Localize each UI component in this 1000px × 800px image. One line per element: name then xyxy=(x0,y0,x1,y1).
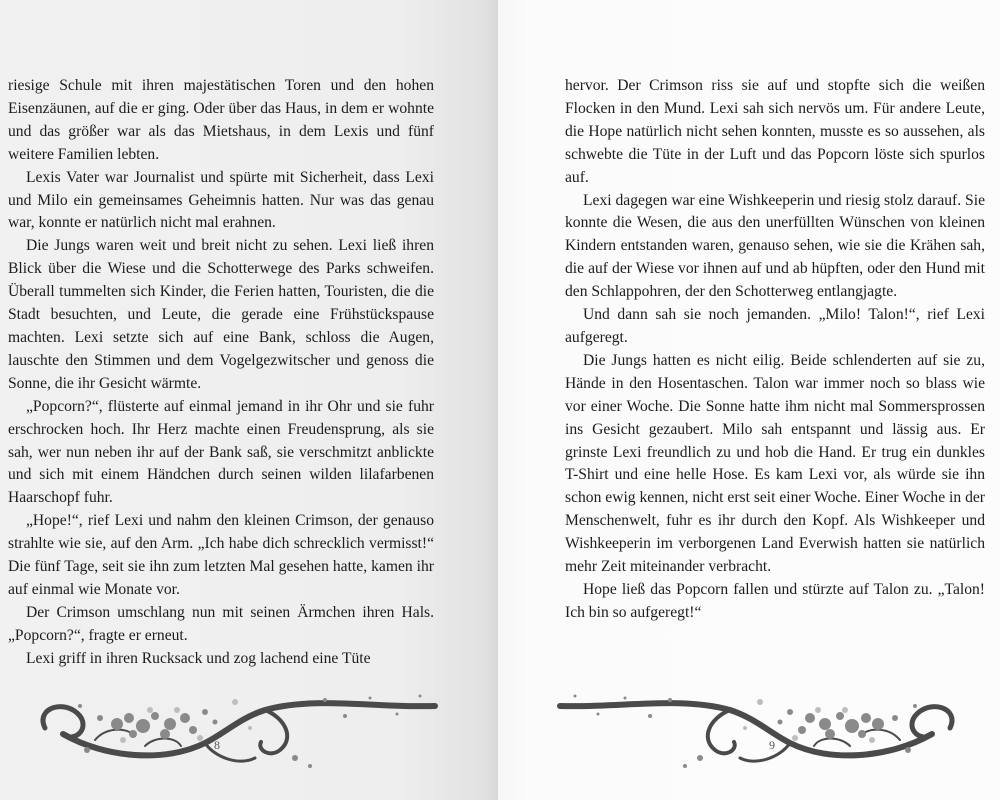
page-number: 9 xyxy=(769,738,775,752)
right-page xyxy=(498,0,1000,800)
paragraph: Lexi griff in ihren Rucksack und zog lachend eine Tüte xyxy=(26,649,371,667)
swirl-vine-ornament xyxy=(25,688,445,778)
paragraph: Lexis Vater war Journalist und spürte mit Sicherheit, dass Lexi und Milo ein gemeinsames Geheimnis hatten. Nur was das genau war, konnte er natürlich nicht mal erahnen. xyxy=(8,168,434,232)
paragraph: riesige Schule mit ihren majestätischen Toren und den hohen Eisenzäunen, auf die er ging. Oder über das Haus, in dem er wohnte und das größer war als das Mietshaus, in dem Lexis und fünf weitere Familien lebten. xyxy=(8,77,434,163)
paragraph: „Hope!“, rief Lexi und nahm den kleinen Crimson, der genauso strahlte wie sie, auf den Arm. „Ich habe dich schrecklich vermisst!“ Die fünf Tage, seit sie ihn zum letzten Mal gesehen hatte, kamen ihr auf einmal wie Monate vor. xyxy=(8,512,434,598)
left-page-text xyxy=(8,75,434,671)
paragraph: Und dann sah sie noch jemanden. „Milo! Talon!“, rief Lexi aufgeregt. xyxy=(565,306,985,346)
paragraph: hervor. Der Crimson riss sie auf und stopfte sich die weißen Flocken in den Mund. Lexi sah sich nervös um. Für andere Leute, die Hope natürlich nicht sehen konnten, musste es so aussehen, als schwebte die Tüte in der Luft und das Popcorn löste sich spurlos auf. xyxy=(565,77,985,186)
paragraph: „Popcorn?“, flüsterte auf einmal jemand in ihr Ohr und sie fuhr erschrocken hoch. Ihr Herz machte einen Freudensprung, als sie sah, wer nun neben ihr auf der Bank saß, sie verschmitzt anblickte und sich mit einem Händchen durch seinen wilden lilafarbenen Haarschopf fuhr. xyxy=(8,397,434,507)
swirl-vine-ornament xyxy=(550,688,970,778)
right-page-text xyxy=(565,75,985,625)
paragraph: Die Jungs waren weit und breit nicht zu sehen. Lexi ließ ihren Blick über die Wiese und die Schotterwege des Parks schweifen. Überall tummelten sich Kinder, die Ferien hatten, Touristen, die die Stadt besuchten, und Leute, die gerade eine Frühstückspause machten. Lexi setzte sich auf eine Bank, schloss die Augen, lauschte den Stimmen und dem Vogelgezwitscher und genoss die Sonne, die ihr Gesicht wärmte. xyxy=(8,237,434,392)
page-number: 8 xyxy=(214,738,220,752)
paragraph: Die Jungs hatten es nicht eilig. Beide schlenderten auf sie zu, Hände in den Hosentaschen. Talon war immer noch so blass wie vor einer Woche. Die Sonne hatte ihm nicht mal Sommersprossen ins Gesicht gezaubert. Milo sah entspannt und lässig aus. Er grinste Lexi freundlich zu und hob die Hand. Er trug ein dunkles T-Shirt und eine helle Hose. Es kam Lexi vor, als würde sie ihn schon ewig kennen, nicht erst seit einer Woche. Einer Woche in der Menschenwelt, fuhr es ihr durch den Kopf. Als Wishkeeper und Wishkeeperin im verborgenen Land Everwish hatten sie natürlich mehr Zeit miteinander verbracht. xyxy=(565,351,985,576)
paragraph: Der Crimson umschlang nun mit seinen Ärmchen ihren Hals. „Popcorn?“, fragte er erneut. xyxy=(8,603,434,644)
left-page xyxy=(0,0,498,800)
paragraph: Lexi dagegen war eine Wishkeeperin und riesig stolz darauf. Sie konnte die Wesen, die aus den unerfüllten Wünschen von kleinen Kindern entstanden waren, genauso sehen, wie sie die Krähen sah, die auf der Wiese vor ihnen auf und ab hüpften, oder den Hund mit den Schlappohren, der den Schotterweg entlangjagte. xyxy=(565,191,985,301)
paragraph: Hope ließ das Popcorn fallen und stürzte auf Talon zu. „Talon! Ich bin so aufgeregt!“ xyxy=(565,580,985,621)
